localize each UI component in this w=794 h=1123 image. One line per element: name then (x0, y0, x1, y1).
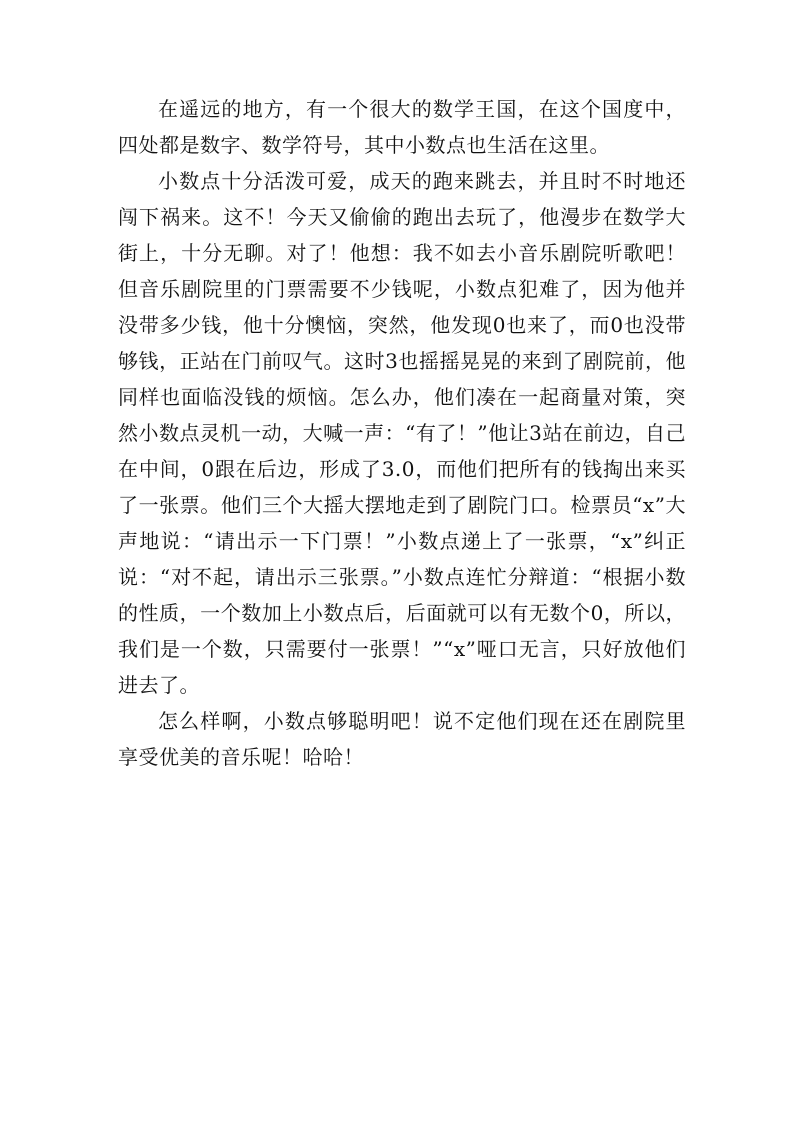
document-body (118, 91, 686, 775)
paragraph-1: 在遥远的地方，有一个很大的数学王国，在这个国度中，四处都是数字、数学符号，其中小数点也生活在这里。 (118, 97, 686, 157)
paragraph-3: 怎么样啊，小数点够聪明吧！说不定他们现在还在剧院里享受优美的音乐呢！哈哈！ (118, 709, 686, 769)
paragraph-2: 小数点十分活泼可爱，成天的跑来跳去，并且时不时地还闯下祸来。这不！今天又偷偷的跑出去玩了，他漫步在数学大街上，十分无聊。对了！他想：我不如去小音乐剧院听歌吧！但音乐剧院里的门票需要不少钱呢，小数点犯难了，因为他并没带多少钱，他十分懊恼，突然，他发现0也来了，而0也没带够钱，正站在门前叹气。这时3也摇摇晃晃的来到了剧院前，他同样也面临没钱的烦恼。怎么办，他们凑在一起商量对策，突然小数点灵机一动，大喊一声：“有了！”他让3站在前边，自己在中间，0跟在后边，形成了3.0，而他们把所有的钱掏出来买了一张票。他们三个大摇大摆地走到了剧院门口。检票员“x”大声地说：“请出示一下门票！”小数点递上了一张票，“x”纠正说：“对不起，请出示三张票。”小数点连忙分辩道：“根据小数的性质，一个数加上小数点后，后面就可以有无数个0，所以，我们是一个数，只需要付一张票！”“x”哑口无言，只好放他们进去了。 (118, 169, 686, 697)
